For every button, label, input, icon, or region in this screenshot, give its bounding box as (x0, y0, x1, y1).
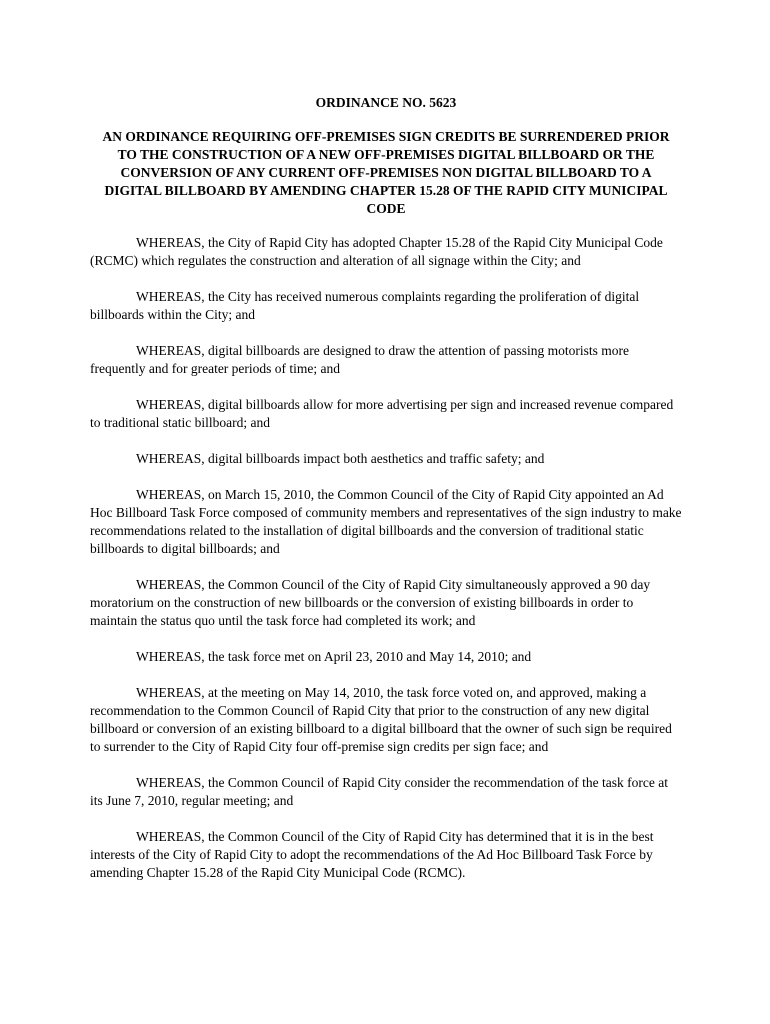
ordinance-number: ORDINANCE NO. 5623 (315, 95, 457, 110)
whereas-paragraph-11: WHEREAS, the Common Council of the City of Rapid City has determined that it is in the best interests of the City of Rapid City to adopt the recommendations of the Ad Hoc Billboard Task Force by amending Chapter 15.28 of the Rapid City Municipal Code (RCMC). (90, 829, 654, 880)
whereas-paragraph-5: WHEREAS, digital billboards impact both aesthetics and traffic safety; and (136, 451, 545, 466)
document-body (90, 94, 682, 900)
whereas-paragraph-4: WHEREAS, digital billboards allow for more advertising per sign and increased revenue compared to traditional static billboard; and (90, 397, 674, 430)
whereas-paragraph-3: WHEREAS, digital billboards are designed to draw the attention of passing motorists more frequently and for greater periods of time; and (90, 343, 630, 376)
whereas-paragraph-6: WHEREAS, on March 15, 2010, the Common Council of the City of Rapid City appointed an Ad Hoc Billboard Task Force composed of community members and representatives of the sign industry to make recommendations related to the installation of digital billboards and the conversion of traditional static billboards to digital billboards; and (90, 487, 682, 556)
whereas-paragraph-10: WHEREAS, the Common Council of Rapid City consider the recommendation of the task force at its June 7, 2010, regular meeting; and (90, 775, 669, 808)
whereas-paragraph-2: WHEREAS, the City has received numerous complaints regarding the proliferation of digital billboards within the City; and (90, 289, 640, 322)
ordinance-title: AN ORDINANCE REQUIRING OFF-PREMISES SIGN CREDITS BE SURRENDERED PRIOR TO THE CONSTRUCTION OF A NEW OFF-PREMISES DIGITAL BILLBOARD OR THE CONVERSION OF ANY CURRENT OFF-PREMISES NON DIGITAL BILLBOARD TO A DIGITAL BILLBOARD BY AMENDING CHAPTER 15.28 OF THE RAPID CITY MUNICIPAL CODE (102, 129, 670, 216)
whereas-paragraph-1: WHEREAS, the City of Rapid City has adopted Chapter 15.28 of the Rapid City Municipal Code (RCMC) which regulates the construction and alteration of all signage within the City; and (90, 235, 663, 268)
whereas-paragraph-8: WHEREAS, the task force met on April 23, 2010 and May 14, 2010; and (136, 649, 532, 664)
whereas-paragraph-7: WHEREAS, the Common Council of the City of Rapid City simultaneously approved a 90 day moratorium on the construction of new billboards or the conversion of existing billboards in order to maintain the status quo until the task force had completed its work; and (90, 577, 651, 628)
whereas-paragraph-9: WHEREAS, at the meeting on May 14, 2010, the task force voted on, and approved, making a recommendation to the Common Council of Rapid City that prior to the construction of any new digital billboard or conversion of an existing billboard to a digital billboard that the owner of such sign be required to surrender to the City of Rapid City four off-premise sign credits per sign face; and (90, 685, 672, 754)
